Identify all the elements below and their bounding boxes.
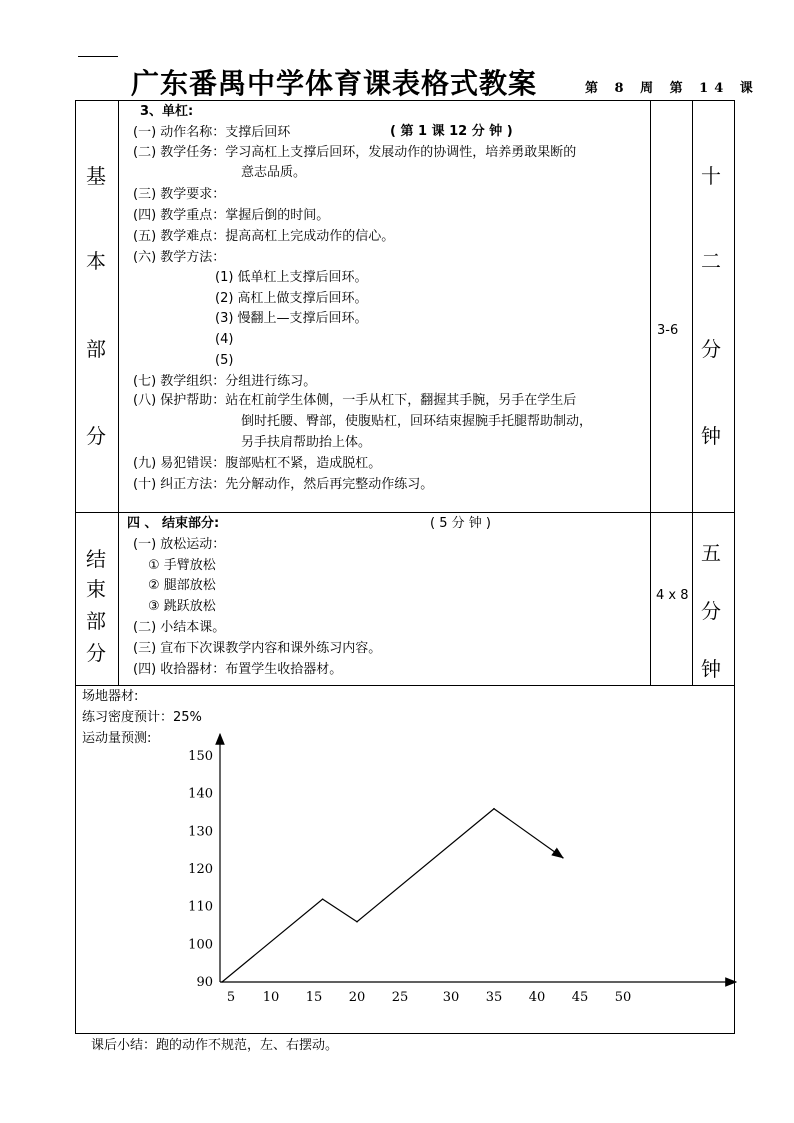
basic-time-3: 分 bbox=[701, 337, 721, 361]
ending-time-1: 五 bbox=[701, 541, 721, 565]
basic-quantity: 3-6 bbox=[657, 323, 679, 338]
y-tick-label: 150 bbox=[188, 749, 213, 764]
ending-line: ② 腿部放松 bbox=[148, 578, 216, 593]
ending-line: (三) 宣布下次课教学内容和课外练习内容。 bbox=[133, 641, 382, 656]
data-point bbox=[562, 857, 564, 859]
data-point bbox=[356, 921, 358, 923]
page-title: 广东番禺中学体育课表格式教案 bbox=[131, 67, 538, 100]
x-tick-label: 15 bbox=[305, 990, 323, 1005]
load-forecast-label: 运动量预测: bbox=[82, 731, 152, 746]
basic-line: (一) 动作名称：支撑后回环 bbox=[133, 125, 291, 140]
ending-label-1: 结 bbox=[86, 547, 106, 571]
ending-line: (一) 放松运动： bbox=[133, 537, 226, 552]
basic-line: (三) 教学要求： bbox=[133, 187, 226, 202]
x-tick-label: 40 bbox=[528, 990, 546, 1005]
ending-label-2: 束 bbox=[86, 577, 106, 601]
after-class-summary: 课后小结：跑的动作不规范，左、右摆动。 bbox=[91, 1038, 339, 1053]
x-tick-label: 25 bbox=[391, 990, 409, 1005]
x-tick-label: 35 bbox=[485, 990, 503, 1005]
ending-time-3: 钟 bbox=[701, 657, 721, 681]
basic-heading: 3、单杠: bbox=[140, 104, 194, 119]
x-tick-label: 10 bbox=[262, 990, 280, 1005]
ending-line: ③ 跳跃放松 bbox=[148, 599, 216, 614]
x-tick-label: 5 bbox=[226, 990, 236, 1005]
basic-line: (1) 低单杠上支撑后回环。 bbox=[215, 270, 368, 285]
ending-duration: ( 5 分 钟 ) bbox=[430, 516, 491, 531]
basic-line: (3) 慢翻上—支撑后回环。 bbox=[215, 311, 368, 326]
basic-lesson-note: ( 第 1 课 12 分 钟 ) bbox=[390, 124, 513, 139]
x-tick-label: 20 bbox=[348, 990, 366, 1005]
basic-line: (七) 教学组织：分组进行练习。 bbox=[133, 374, 317, 389]
y-tick-label: 90 bbox=[196, 975, 213, 990]
basic-line: (4) bbox=[215, 332, 234, 347]
ending-label-3: 部 bbox=[86, 609, 106, 633]
ending-line: (四) 收拾器材：布置学生收拾器材。 bbox=[133, 662, 343, 677]
ending-label-4: 分 bbox=[86, 641, 106, 665]
basic-label-3: 部 bbox=[86, 337, 106, 361]
basic-time-2: 二 bbox=[701, 249, 721, 273]
basic-line: (十) 纠正方法：先分解动作，然后再完整动作练习。 bbox=[133, 477, 434, 492]
ending-quantity: 4 x 8 bbox=[656, 588, 689, 603]
data-point bbox=[221, 981, 223, 983]
y-tick-label: 140 bbox=[188, 786, 213, 802]
x-tick-label: 45 bbox=[571, 990, 589, 1005]
basic-line: (四) 教学重点：掌握后倒的时间。 bbox=[133, 208, 330, 223]
series-arrow-segment bbox=[494, 809, 563, 858]
basic-label-4: 分 bbox=[86, 424, 106, 448]
basic-line: (六) 教学方法： bbox=[133, 250, 226, 265]
ending-line: (二) 小结本课。 bbox=[133, 620, 226, 635]
basic-line: (八) 保护帮助：站在杠前学生体侧，一手从杠下，翻握其手腕，另手在学生后 bbox=[133, 393, 577, 408]
basic-time-1: 十 bbox=[701, 164, 721, 188]
venue-equipment-label: 场地器材: bbox=[82, 689, 139, 704]
data-point bbox=[322, 898, 324, 900]
data-point bbox=[493, 808, 495, 810]
week-lesson-info: 第 8 周 第 14 课 bbox=[585, 81, 759, 96]
y-tick-label: 100 bbox=[188, 937, 213, 953]
series-line bbox=[222, 809, 494, 982]
basic-label-2: 本 bbox=[86, 249, 106, 273]
basic-line: 倒时托腰、臀部，使腹贴杠，回环结束握腕手托腿帮助制动， bbox=[241, 414, 593, 429]
basic-label-1: 基 bbox=[86, 164, 106, 188]
basic-line: (5) bbox=[215, 353, 234, 368]
y-tick-label: 120 bbox=[188, 862, 213, 877]
basic-line: (九) 易犯错误：腹部贴杠不紧，造成脱杠。 bbox=[133, 456, 382, 471]
ending-time-2: 分 bbox=[701, 599, 721, 623]
practice-density: 练习密度预计：25% bbox=[82, 710, 202, 725]
ending-heading: 四 、 结束部分: bbox=[127, 516, 220, 531]
basic-time-4: 钟 bbox=[701, 424, 721, 448]
x-tick-label: 30 bbox=[442, 990, 460, 1005]
basic-line: (五) 教学难点：提高高杠上完成动作的信心。 bbox=[133, 229, 395, 244]
basic-line: (二) 教学任务：学习高杠上支撑后回环，发展动作的协调性，培养勇敢果断的 bbox=[133, 145, 577, 160]
ending-line: ① 手臂放松 bbox=[148, 558, 216, 573]
basic-line: 意志品质。 bbox=[241, 165, 307, 180]
basic-line: (2) 高杠上做支撑后回环。 bbox=[215, 291, 368, 306]
x-tick-label: 50 bbox=[614, 990, 632, 1005]
basic-line: 另手扶肩帮助抬上体。 bbox=[241, 435, 372, 450]
y-tick-label: 130 bbox=[188, 824, 213, 840]
y-tick-label: 110 bbox=[188, 899, 213, 915]
